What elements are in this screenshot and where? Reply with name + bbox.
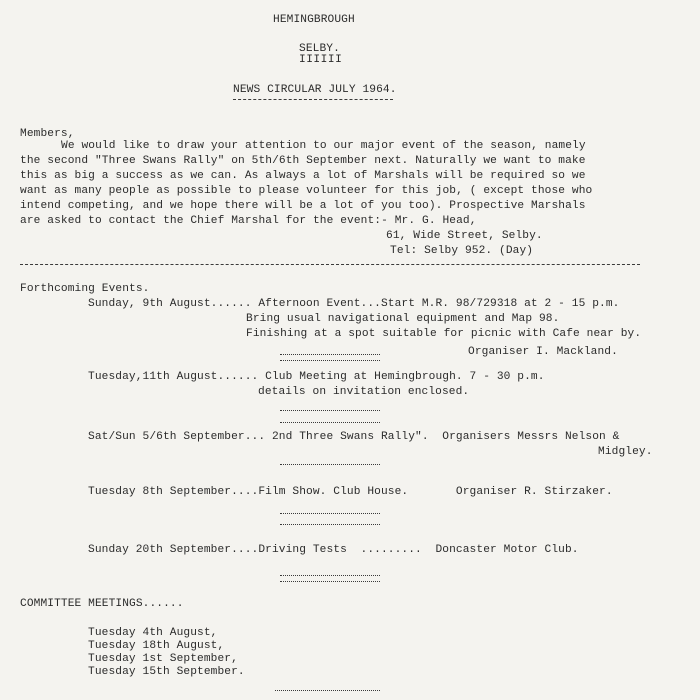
event-separator [280, 354, 380, 355]
circular-title: NEWS CIRCULAR JULY 1964. [233, 84, 397, 96]
intro-line: want as many people as possible to please volunteer for this job, ( except those who [20, 185, 593, 197]
address-line: 61, Wide Street, Selby. [386, 230, 543, 242]
event-separator [280, 513, 380, 514]
committee-date: Tuesday 18th August, [88, 640, 225, 652]
event-3-line: Midgley. [598, 446, 653, 458]
event-separator [280, 524, 380, 525]
intro-line: are asked to contact the Chief Marshal for the event:- Mr. G. Head, [20, 215, 477, 227]
salutation: Members, [20, 128, 75, 140]
footer-separator [275, 690, 380, 691]
committee-heading: COMMITTEE MEETINGS...... [20, 598, 184, 610]
event-1-line: Bring usual navigational equipment and Map 98. [246, 313, 560, 325]
event-separator [280, 581, 380, 582]
address-line: Tel: Selby 952. (Day) [390, 245, 534, 257]
intro-line: the second "Three Swans Rally" on 5th/6th September next. Naturally we want to make [20, 155, 586, 167]
events-heading: Forthcoming Events. [20, 283, 150, 295]
event-3-line: Sat/Sun 5/6th September... 2nd Three Swans Rally". Organisers Messrs Nelson & [88, 431, 620, 443]
event-5-line: Sunday 20th September....Driving Tests ......... Doncaster Motor Club. [88, 544, 579, 556]
intro-line: intend competing, and we hope there will be a lot of you too). Prospective Marshals [20, 200, 586, 212]
title-underline [233, 99, 393, 100]
event-1-line: Sunday, 9th August...... Afternoon Event...Start M.R. 98/729318 at 2 - 15 p.m. [88, 298, 620, 310]
committee-date: Tuesday 15th September. [88, 666, 245, 678]
header-town-strike: IIIIII [299, 54, 343, 66]
event-1-organiser: Organiser I. Mackland. [468, 346, 618, 358]
section-divider [20, 264, 640, 265]
event-separator [280, 410, 380, 411]
header-place: HEMINGBROUGH [273, 14, 355, 26]
event-separator [280, 360, 380, 361]
committee-date: Tuesday 4th August, [88, 627, 218, 639]
event-separator [280, 422, 380, 423]
event-separator [280, 575, 380, 576]
event-4-line: Tuesday 8th September....Film Show. Club House. Organiser R. Stirzaker. [88, 486, 613, 498]
event-2-line: details on invitation enclosed. [258, 386, 470, 398]
committee-date: Tuesday 1st September, [88, 653, 238, 665]
header-town: SELBY. [299, 43, 340, 55]
event-1-line: Finishing at a spot suitable for picnic with Cafe near by. [246, 328, 642, 340]
event-separator [280, 464, 380, 465]
intro-line: this as big a success as we can. As always a lot of Marshals will be required so we [20, 170, 586, 182]
event-2-line: Tuesday,11th August...... Club Meeting at Hemingbrough. 7 - 30 p.m. [88, 371, 545, 383]
intro-line: We would like to draw your attention to our major event of the season, namely [61, 140, 586, 152]
